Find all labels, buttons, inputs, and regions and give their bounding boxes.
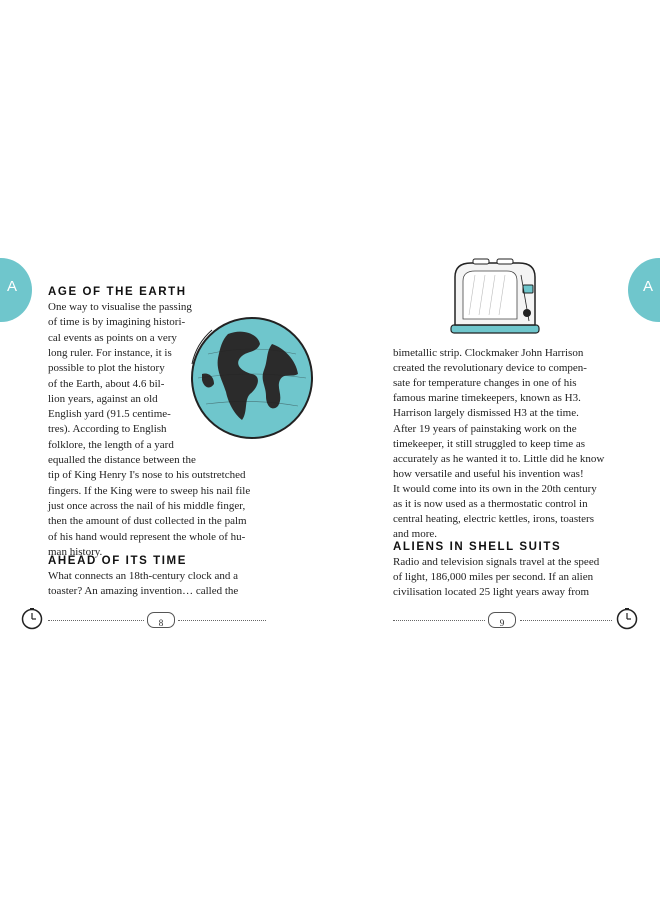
text-line: of light, 186,000 miles per second. If an alien — [393, 571, 594, 584]
heading-age-of-earth: AGE OF THE EARTH — [48, 286, 187, 298]
text-line: central heating, electric kettles, irons, toasters — [393, 513, 594, 526]
text-line: toaster? An amazing invention… called the — [48, 585, 239, 598]
text-line: tres). According to English — [48, 423, 167, 436]
section-letter: A — [643, 278, 654, 295]
text-line: accurately as he wanted it to. Little did he know — [393, 452, 605, 465]
section-tab-right — [628, 258, 660, 322]
footer-divider — [520, 620, 612, 621]
toaster-illustration — [445, 255, 545, 337]
text-line: folklore, the length of a yard — [48, 438, 174, 451]
text-line: of his hand would represent the whole of hu- — [48, 530, 246, 543]
text-line: long ruler. For instance, it is — [48, 346, 172, 359]
page-number: 8 — [158, 618, 164, 628]
text-line: equalled the distance between the — [48, 454, 196, 466]
text-line: of time is by imagining histori- — [48, 316, 186, 329]
text-line: Harrison largely dismissed H3 at the time. — [393, 407, 579, 420]
clock-icon — [21, 608, 43, 630]
text-line: famous marine timekeepers, known as H3. — [393, 392, 581, 405]
text-line: man history. — [48, 545, 103, 558]
footer-divider — [393, 620, 485, 621]
text-line: sate for temperature changes in one of his — [393, 377, 577, 390]
page-number: 9 — [499, 618, 505, 628]
footer-divider — [178, 620, 266, 621]
text-line: created the revolutionary device to compen- — [393, 362, 587, 375]
text-line: After 19 years of painstaking work on the — [393, 422, 577, 435]
text-line: bimetallic strip. Clockmaker John Harrison — [393, 347, 584, 359]
page-number-badge — [147, 612, 175, 628]
text-line: One way to visualise the passing — [48, 301, 192, 313]
clock-icon — [616, 608, 638, 630]
section-tab-left — [0, 258, 32, 322]
text-line: possible to plot the history — [48, 362, 165, 375]
text-line: civilisation located 25 light years away from — [393, 586, 590, 599]
text-line: how versatile and useful his invention was! — [393, 467, 584, 480]
text-line: What connects an 18th-century clock and a — [48, 570, 238, 582]
text-line: Radio and television signals travel at the speed — [393, 556, 600, 568]
text-line: fingers. If the King were to sweep his nail file — [48, 484, 251, 497]
page-number-badge — [488, 612, 516, 628]
heading-ahead-of-its-time: AHEAD OF ITS TIME — [48, 555, 188, 567]
text-line: then the amount of dust collected in the palm — [48, 515, 247, 528]
text-line: of the Earth, about 4.6 bil- — [48, 377, 165, 390]
footer-divider — [48, 620, 144, 621]
text-line: It would come into its own in the 20th century — [393, 482, 597, 495]
heading-aliens-in-shell-suits: ALIENS IN SHELL SUITS — [393, 541, 562, 553]
text-line: English yard (91.5 centime- — [48, 408, 171, 421]
text-line: lion years, against an old — [48, 392, 158, 405]
text-line: tip of King Henry I's nose to his outstretched — [48, 469, 246, 482]
text-line: as it is now used as a thermostatic control in — [393, 498, 588, 510]
globe-illustration — [188, 314, 316, 442]
section-letter: A — [7, 278, 18, 295]
text-line: just once across the nail of his middle finger, — [48, 499, 246, 512]
text-line: cal events as points on a very — [48, 331, 177, 344]
text-line: timekeeper, it still struggled to keep time as — [393, 437, 586, 450]
text-line: and more. — [393, 528, 437, 541]
